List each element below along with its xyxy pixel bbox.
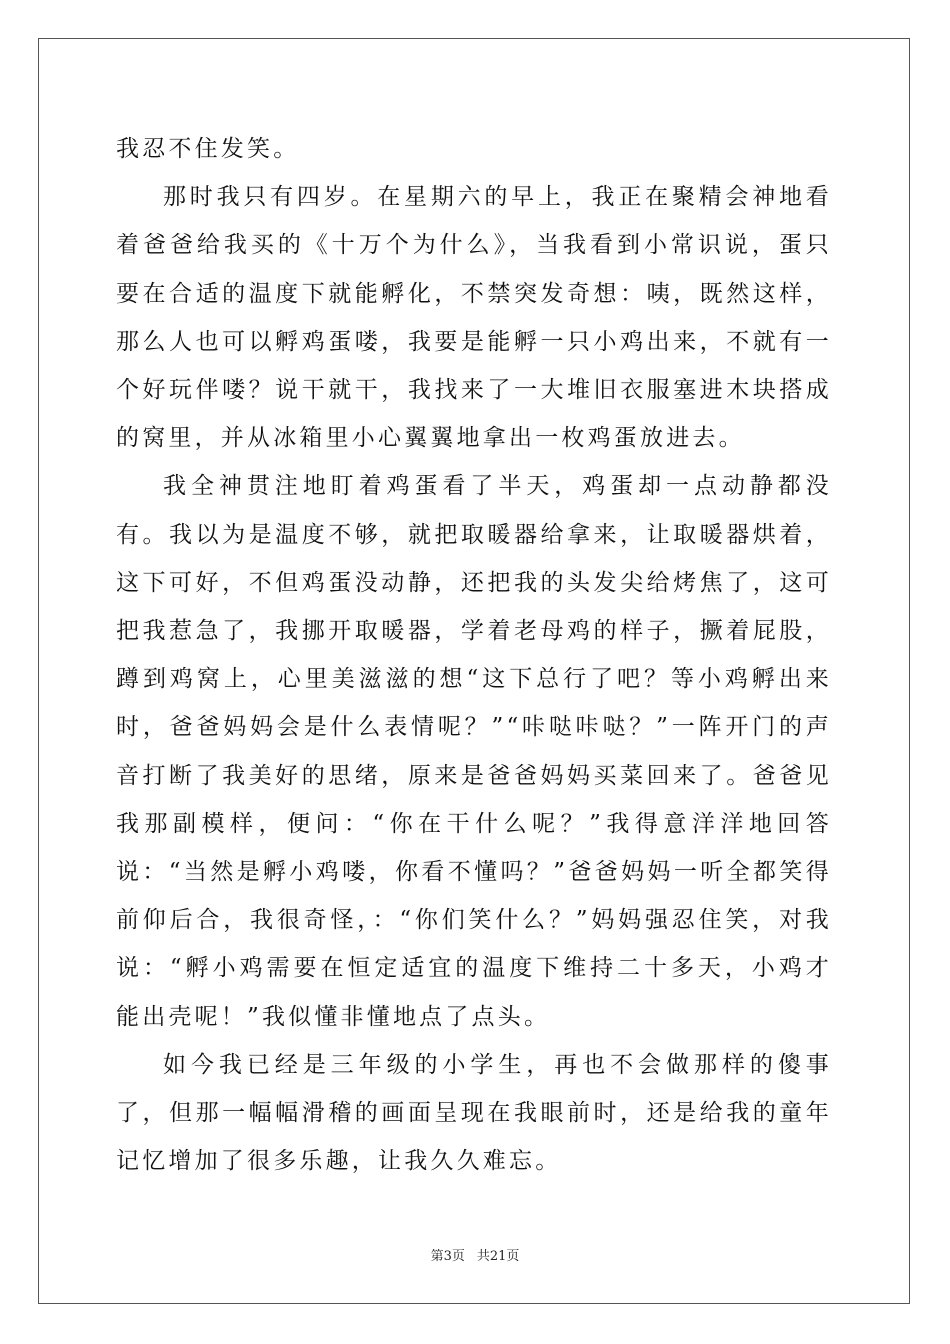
paragraph-4: 如今我已经是三年级的小学生，再也不会做那样的傻事了，但那一幅幅滑稽的画面呈现在我眼前时，还是给我的童年记忆增加了很多乐趣，让我久久难忘。	[116, 1051, 832, 1175]
paragraph-1: 我忍不住发笑。	[116, 136, 300, 162]
document-body	[116, 125, 832, 1185]
paragraph-3: 我全神贯注地盯着鸡蛋看了半天，鸡蛋却一点动静都没有。我以为是温度不够，就把取暖器给拿来，让取暖器烘着，这下可好，不但鸡蛋没动静，还把我的头发尖给烤焦了，这可把我惹急了，我挪开取暖器，学着老母鸡的样子，撅着屁股，蹲到鸡窝上，心里美滋滋的想“这下总行了吧？等小鸡孵出来时，爸爸妈妈会是什么表情呢？”“咔哒咔哒？”一阵开门的声音打断了我美好的思绪，原来是爸爸妈妈买菜回来了。爸爸见我那副模样，便问：“你在干什么呢？”我得意洋洋地回答说：“当然是孵小鸡喽，你看不懂吗？”爸爸妈妈一听全都笑得前仰后合，我很奇怪，：“你们笑什么？”妈妈强忍住笑，对我说：“孵小鸡需要在恒定适宜的温度下维持二十多天，小鸡才能出壳呢！”我似懂非懂地点了点头。	[116, 473, 832, 1030]
paragraph-2: 那时我只有四岁。在星期六的早上，我正在聚精会神地看着爸爸给我买的《十万个为什么》，当我看到小常识说，蛋只要在合适的温度下就能孵化，不禁突发奇想：咦，既然这样，那么人也可以孵鸡蛋喽，我要是能孵一只小鸡出来，不就有一个好玩伴喽？说干就干，我找来了一大堆旧衣服塞进木块搭成的窝里，并从冰箱里小心翼翼地拿出一枚鸡蛋放进去。	[116, 184, 832, 452]
page-footer	[0, 1245, 950, 1264]
current-page-number: 第3页	[430, 1249, 465, 1264]
total-page-count: 共21页	[476, 1249, 520, 1264]
